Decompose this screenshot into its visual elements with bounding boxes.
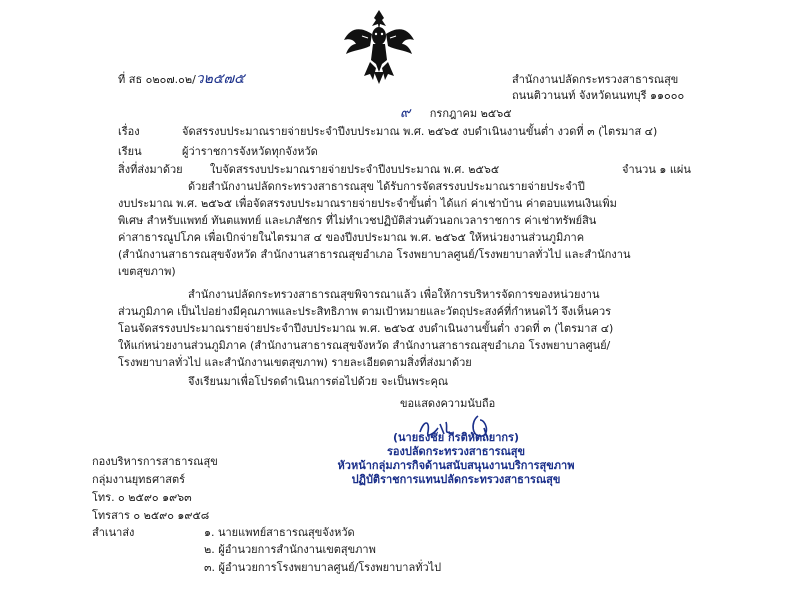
paragraph-line: โรงพยาบาลทั่วไป และสำนักงานเขตสุขภาพ) รายละเอียดตามสิ่งที่ส่งมาด้วย bbox=[118, 356, 472, 369]
garuda-emblem-icon bbox=[340, 6, 418, 86]
paragraph-line: ให้แก่หน่วยงานส่วนภูมิภาค (สำนักงานสาธารณสุขจังหวัด สำนักงานสาธารณสุขอำเภอ โรงพยาบาลศูนย์/ bbox=[118, 339, 611, 352]
cc-item: ๑. นายแพทย์สาธารณสุขจังหวัด bbox=[204, 526, 355, 539]
date-day-handwritten: ๙ bbox=[400, 105, 411, 121]
cc-item: ๓. ผู้อำนวยการโรงพยาบาลศูนย์/โรงพยาบาลทั่วไป bbox=[204, 561, 442, 574]
subject-label: เรื่อง bbox=[118, 125, 140, 138]
footer-fax: โทรสาร ๐ ๒๕๙๐ ๑๙๕๘ bbox=[92, 509, 210, 522]
paragraph-line: เขตสุขภาพ) bbox=[118, 265, 176, 278]
signatory-title-3: ปฏิบัติราชการแทนปลัดกระทรวงสาธารณสุข bbox=[351, 473, 561, 486]
footer-group: กลุ่มงานยุทธศาสตร์ bbox=[92, 473, 186, 486]
closing-sentence: จึงเรียนมาเพื่อโปรดดำเนินการต่อไปด้วย จะเป็นพระคุณ bbox=[188, 375, 449, 388]
paragraph-line: (สำนักงานสาธารณสุขจังหวัด สำนักงานสาธารณสุขอำเภอ โรงพยาบาลศูนย์/โรงพยาบาลทั่วไป และสำนักงาน bbox=[118, 248, 631, 261]
paragraph-line: โอนจัดสรรงบประมาณรายจ่ายประจำปีงบประมาณ พ.ศ. ๒๕๖๕ งบดำเนินงานขั้นต่ำ งวดที่ ๓ (ไตรมาส ๔) bbox=[118, 322, 614, 335]
paragraph-line: ส่วนภูมิภาค เป็นไปอย่างมีคุณภาพและประสิทธิภาพ ตามเป้าหมายและวัตถุประสงค์ที่กำหนดไว้ จึงเห็นควร bbox=[118, 305, 612, 318]
subject-text: จัดสรรงบประมาณรายจ่ายประจำปีงบประมาณ พ.ศ. ๒๕๖๕ งบดำเนินงานขั้นต่ำ งวดที่ ๓ (ไตรมาส ๔) bbox=[182, 125, 658, 138]
paragraph-line: ด้วยสำนักงานปลัดกระทรวงสาธารณสุข ได้รับการจัดสรรงบประมาณรายจ่ายประจำปี bbox=[188, 180, 585, 193]
reference-number: ที่ สธ ๐๒๐๗.๐๒/ว๒๕๗๕ bbox=[118, 71, 245, 87]
recipient-text: ผู้ว่าราชการจังหวัดทุกจังหวัด bbox=[182, 145, 318, 158]
paragraph-line: พิเศษ สำหรับแพทย์ ทันตแพทย์ และเภสัชกร ที่ไม่ทำเวชปฏิบัติส่วนตัวนอกเวลาราชการ ค่าเช่าทรัพย์สิน bbox=[118, 214, 597, 227]
recipient-label: เรียน bbox=[118, 145, 142, 158]
footer-phone: โทร. ๐ ๒๕๙๐ ๑๙๖๓ bbox=[92, 491, 192, 504]
regards-text: ขอแสดงความนับถือ bbox=[400, 397, 496, 410]
signatory-title-2: หัวหน้ากลุ่มภารกิจด้านสนับสนุนงานบริการสุขภาพ bbox=[337, 459, 575, 472]
body-paragraph-1 bbox=[118, 178, 678, 280]
reference-handwritten: ว๒๕๗๕ bbox=[195, 71, 245, 87]
paragraph-line: ค่าสาธารณูปโภค เพื่อเบิกจ่ายในไตรมาส ๔ ของปีงบประมาณ พ.ศ. ๒๕๖๕ ให้หน่วยงานส่วนภูมิภาค bbox=[118, 231, 585, 244]
paragraph-line: งบประมาณ พ.ศ. ๒๕๖๕ เพื่อจัดสรรงบประมาณรายจ่ายประจำขั้นต่ำ ได้แก่ ค่าเช่าบ้าน ค่าตอบแทนเงินเพิ่ม bbox=[118, 197, 617, 210]
cc-label: สำเนาส่ง bbox=[92, 526, 135, 539]
enclosure-text: ใบจัดสรรงบประมาณรายจ่ายประจำปีงบประมาณ พ.ศ. ๒๕๖๕ bbox=[210, 163, 500, 176]
letter-date: ๙ กรกฎาคม ๒๕๖๕ bbox=[400, 105, 512, 121]
office-address: ถนนติวานนท์ จังหวัดนนทบุรี ๑๑๐๐๐ bbox=[512, 89, 685, 102]
cc-item: ๒. ผู้อำนวยการสำนักงานเขตสุขภาพ bbox=[204, 543, 376, 556]
signatory-title-1: รองปลัดกระทรวงสาธารณสุข bbox=[386, 445, 526, 458]
enclosure-label: สิ่งที่ส่งมาด้วย bbox=[118, 163, 183, 176]
enclosure-qty: จำนวน ๑ แผ่น bbox=[622, 163, 691, 176]
signatory-name: (นายธงชัย กีรติหัตถยากร) bbox=[393, 431, 519, 444]
paragraph-line: สำนักงานปลัดกระทรวงสาธารณสุขพิจารณาแล้ว เพื่อให้การบริหารจัดการของหน่วยงาน bbox=[188, 288, 600, 301]
footer-division: กองบริหารการสาธารณสุข bbox=[92, 455, 218, 468]
body-paragraph-2 bbox=[118, 286, 678, 371]
office-name: สำนักงานปลัดกระทรวงสาธารณสุข bbox=[512, 73, 679, 86]
